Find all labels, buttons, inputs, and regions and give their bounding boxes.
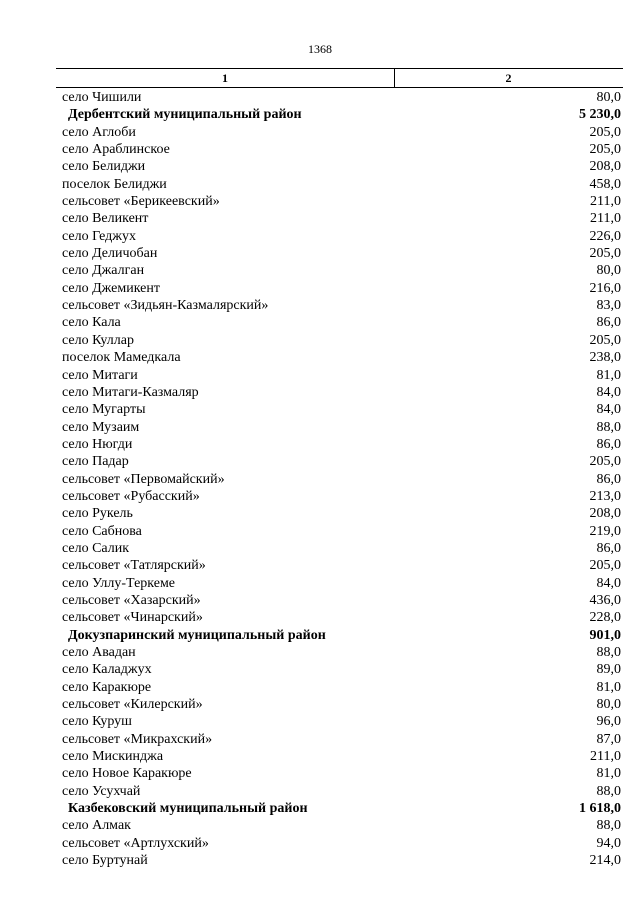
table-row bbox=[56, 817, 623, 834]
settlement-value: 84,0 bbox=[596, 402, 621, 418]
settlement-name: село Араблинское bbox=[62, 142, 170, 158]
settlement-value: 86,0 bbox=[596, 436, 621, 452]
settlement-value: 84,0 bbox=[596, 384, 621, 400]
table-row bbox=[56, 280, 623, 297]
settlement-value: 80,0 bbox=[596, 263, 621, 279]
table-row bbox=[56, 540, 623, 557]
settlement-value: 205,0 bbox=[589, 124, 621, 140]
settlement-name: село Музаим bbox=[62, 419, 140, 435]
settlement-name: село Мискинджа bbox=[62, 749, 164, 765]
settlement-name: село Геджух bbox=[62, 228, 136, 244]
table-row bbox=[56, 453, 623, 470]
settlement-value: 211,0 bbox=[590, 194, 621, 210]
settlement-value: 208,0 bbox=[589, 159, 621, 175]
column-header-2: 2 bbox=[505, 71, 512, 85]
settlement-name: село Новое Каракюре bbox=[62, 766, 192, 782]
settlement-name: село Джемикент bbox=[62, 280, 160, 296]
table-row bbox=[56, 679, 623, 696]
district-row bbox=[56, 800, 623, 817]
settlement-value: 81,0 bbox=[596, 766, 621, 782]
settlement-value: 94,0 bbox=[596, 835, 621, 851]
table-row bbox=[56, 349, 623, 366]
table-row bbox=[56, 176, 623, 193]
settlement-name: село Уллу-Теркеме bbox=[62, 575, 176, 591]
settlement-value: 86,0 bbox=[596, 471, 621, 487]
table-row bbox=[56, 193, 623, 210]
table-row bbox=[56, 210, 623, 227]
settlement-value: 208,0 bbox=[589, 506, 621, 522]
settlement-value: 205,0 bbox=[589, 454, 621, 470]
district-row bbox=[56, 627, 623, 644]
settlement-value: 81,0 bbox=[596, 679, 621, 695]
table-row bbox=[56, 471, 623, 488]
settlement-name: сельсовет «Хазарский» bbox=[62, 592, 201, 608]
settlement-value: 86,0 bbox=[596, 315, 621, 331]
table-row bbox=[56, 262, 623, 279]
settlement-value: 83,0 bbox=[596, 298, 621, 314]
settlement-name: село Падар bbox=[62, 454, 129, 470]
settlement-value: 211,0 bbox=[590, 749, 621, 765]
settlement-value: 205,0 bbox=[589, 332, 621, 348]
table-row bbox=[56, 436, 623, 453]
district-total: 901,0 bbox=[589, 627, 621, 643]
district-name: Казбековский муниципальный район bbox=[68, 801, 308, 817]
table-row bbox=[56, 124, 623, 141]
column-header-1: 1 bbox=[222, 71, 228, 85]
table-row bbox=[56, 488, 623, 505]
table-row bbox=[56, 419, 623, 436]
settlement-value: 458,0 bbox=[589, 176, 621, 192]
settlement-value: 226,0 bbox=[589, 228, 621, 244]
district-name: Докузпаринский муниципальный район bbox=[68, 627, 326, 643]
settlement-name: село Салик bbox=[62, 540, 130, 556]
table-row bbox=[56, 332, 623, 349]
settlement-value: 211,0 bbox=[590, 211, 621, 227]
settlement-name: сельсовет «Рубасский» bbox=[62, 488, 200, 504]
settlement-value: 84,0 bbox=[596, 575, 621, 591]
table-row bbox=[56, 141, 623, 158]
settlement-name: село Джалган bbox=[62, 263, 145, 279]
settlement-value: 205,0 bbox=[589, 142, 621, 158]
table-row bbox=[56, 783, 623, 800]
settlement-value: 88,0 bbox=[596, 818, 621, 834]
table-row bbox=[56, 401, 623, 418]
table-row bbox=[56, 297, 623, 314]
settlement-value: 80,0 bbox=[596, 90, 621, 105]
settlement-value: 81,0 bbox=[596, 367, 621, 383]
page-number: 1368 bbox=[308, 42, 332, 56]
table-row bbox=[56, 367, 623, 384]
settlement-value: 88,0 bbox=[596, 645, 621, 660]
table-row bbox=[56, 748, 623, 765]
settlement-name: село Усухчай bbox=[62, 783, 141, 799]
settlement-name: село Нюгди bbox=[62, 436, 133, 452]
table-row bbox=[56, 384, 623, 401]
settlement-name: село Каракюре bbox=[62, 679, 152, 695]
settlement-name: село Митаги bbox=[62, 367, 138, 383]
settlement-value: 238,0 bbox=[589, 350, 621, 366]
settlement-value: 87,0 bbox=[596, 731, 621, 747]
settlement-value: 96,0 bbox=[596, 714, 621, 730]
settlement-value: 205,0 bbox=[589, 558, 621, 574]
district-total: 1 618,0 bbox=[579, 801, 621, 817]
settlement-value: 88,0 bbox=[596, 783, 621, 799]
settlement-value: 219,0 bbox=[589, 523, 621, 539]
settlement-value: 228,0 bbox=[589, 610, 621, 626]
table-row bbox=[56, 661, 623, 678]
settlement-value: 205,0 bbox=[589, 246, 621, 262]
settlement-name: село Куруш bbox=[62, 714, 132, 730]
settlement-name: сельсовет «Первомайский» bbox=[62, 471, 225, 487]
table-row bbox=[56, 314, 623, 331]
district-total: 5 230,0 bbox=[579, 107, 621, 123]
settlement-name: село Великент bbox=[62, 211, 149, 227]
table-row bbox=[56, 731, 623, 748]
table-body bbox=[56, 89, 623, 869]
table-row bbox=[56, 852, 623, 869]
settlement-name: село Аглоби bbox=[62, 124, 136, 140]
table-row bbox=[56, 835, 623, 852]
settlement-name: сельсовет «Татлярский» bbox=[62, 558, 206, 574]
settlement-name: село Белиджи bbox=[62, 159, 146, 175]
settlement-name: село Мугарты bbox=[62, 402, 146, 418]
table-row bbox=[56, 644, 623, 661]
settlement-name: село Чишили bbox=[62, 90, 142, 105]
table-row bbox=[56, 557, 623, 574]
settlement-name: сельсовет «Артлухский» bbox=[62, 835, 209, 851]
settlement-value: 89,0 bbox=[596, 662, 621, 678]
settlement-name: сельсовет «Берикеевский» bbox=[62, 194, 220, 210]
settlement-name: село Сабнова bbox=[62, 523, 142, 539]
table-row bbox=[56, 505, 623, 522]
settlement-name: сельсовет «Зидьян-Казмалярский» bbox=[62, 298, 269, 314]
settlement-name: поселок Мамедкала bbox=[62, 350, 181, 366]
settlement-name: село Деличобан bbox=[62, 246, 158, 262]
settlement-name: село Алмак bbox=[62, 818, 131, 834]
table-row bbox=[56, 765, 623, 782]
settlement-name: село Митаги-Казмаляр bbox=[62, 384, 199, 400]
table-header bbox=[56, 68, 623, 88]
table-row bbox=[56, 696, 623, 713]
table-row bbox=[56, 228, 623, 245]
table-row bbox=[56, 245, 623, 262]
district-row bbox=[56, 106, 623, 123]
settlement-name: село Кала bbox=[62, 315, 121, 331]
settlement-name: село Авадан bbox=[62, 645, 136, 660]
settlement-value: 214,0 bbox=[589, 853, 621, 869]
settlement-name: село Рукель bbox=[62, 506, 133, 522]
settlement-name: сельсовет «Килерский» bbox=[62, 697, 203, 713]
settlement-name: село Куллар bbox=[62, 332, 134, 348]
settlement-value: 86,0 bbox=[596, 540, 621, 556]
table-row bbox=[56, 158, 623, 175]
settlement-value: 216,0 bbox=[589, 280, 621, 296]
table-row bbox=[56, 609, 623, 626]
settlement-value: 213,0 bbox=[589, 488, 621, 504]
settlement-name: село Каладжух bbox=[62, 662, 152, 678]
table-row bbox=[56, 592, 623, 609]
settlement-name: село Буртунай bbox=[62, 853, 148, 869]
table-row bbox=[56, 713, 623, 730]
settlement-value: 436,0 bbox=[589, 592, 621, 608]
settlement-name: сельсовет «Чинарский» bbox=[62, 610, 203, 626]
settlement-value: 80,0 bbox=[596, 697, 621, 713]
settlement-name: поселок Белиджи bbox=[62, 176, 167, 192]
table-row bbox=[56, 575, 623, 592]
district-name: Дербентский муниципальный район bbox=[68, 107, 302, 123]
settlement-name: сельсовет «Микрахский» bbox=[62, 731, 213, 747]
settlement-value: 88,0 bbox=[596, 419, 621, 435]
allocation-table bbox=[56, 68, 623, 869]
table-row bbox=[56, 89, 623, 106]
table-row bbox=[56, 523, 623, 540]
